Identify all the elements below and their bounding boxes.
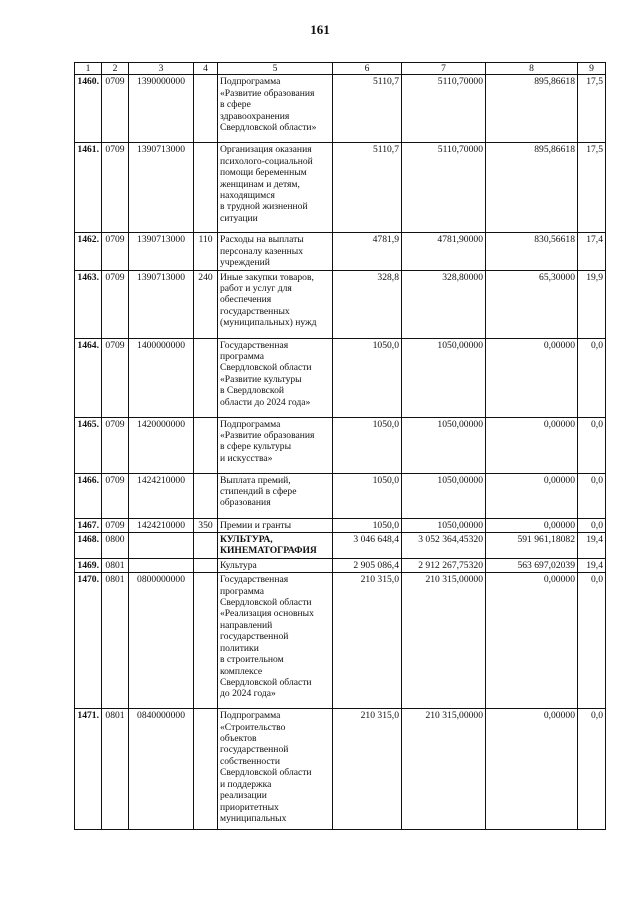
item-name: Подпрограмма «Развитие образования в сфере здравоохранения Свердловской области»: [218, 75, 333, 143]
target-code: 1390000000: [129, 75, 194, 143]
planned-amount: 4781,9: [333, 233, 402, 270]
section-code: 0801: [102, 709, 129, 830]
execution-percent: 17,5: [578, 143, 606, 233]
table-row: [75, 518, 606, 532]
section-code: 0709: [102, 270, 129, 338]
expense-type: [194, 338, 218, 417]
execution-percent: 0,0: [578, 709, 606, 830]
section-code: 0709: [102, 518, 129, 532]
column-header: 9: [578, 63, 606, 75]
table-row: [75, 338, 606, 417]
budget-amount: 210 315,00000: [402, 573, 486, 709]
expense-type: [194, 573, 218, 709]
table-row: [75, 709, 606, 830]
expense-type: [194, 558, 218, 572]
target-code: [129, 558, 194, 572]
column-header: 8: [486, 63, 578, 75]
section-code: 0801: [102, 573, 129, 709]
execution-percent: 17,4: [578, 233, 606, 270]
target-code: 1424210000: [129, 518, 194, 532]
budget-amount: 328,80000: [402, 270, 486, 338]
budget-amount: 210 315,00000: [402, 709, 486, 830]
item-name: Государственная программа Свердловской области «Развитие культуры в Свердловской области до 2024 года»: [218, 338, 333, 417]
section-code: 0800: [102, 533, 129, 559]
row-number: 1468.: [75, 533, 102, 559]
target-code: 1400000000: [129, 338, 194, 417]
budget-amount: 4781,90000: [402, 233, 486, 270]
execution-percent: 19,9: [578, 270, 606, 338]
execution-percent: 17,5: [578, 75, 606, 143]
planned-amount: 1050,0: [333, 417, 402, 473]
execution-percent: 19,4: [578, 558, 606, 572]
table-row: [75, 143, 606, 233]
column-header: 5: [218, 63, 333, 75]
section-code: 0709: [102, 338, 129, 417]
item-name: Иные закупки товаров, работ и услуг для обеспечения государственных (муниципальных) нужд: [218, 270, 333, 338]
execution-percent: 0,0: [578, 518, 606, 532]
row-number: 1464.: [75, 338, 102, 417]
executed-amount: 895,86618: [486, 75, 578, 143]
column-header: 1: [75, 63, 102, 75]
row-number: 1465.: [75, 417, 102, 473]
header-row: [75, 63, 606, 75]
table-row: [75, 75, 606, 143]
execution-percent: 0,0: [578, 338, 606, 417]
planned-amount: 328,8: [333, 270, 402, 338]
section-code: 0709: [102, 143, 129, 233]
row-number: 1466.: [75, 473, 102, 518]
item-name: Государственная программа Свердловской области «Реализация основных направлений государственной политики в строительном комплексе Свердловской области до 2024 года»: [218, 573, 333, 709]
item-name: Расходы на выплаты персоналу казенных учреждений: [218, 233, 333, 270]
column-header: 3: [129, 63, 194, 75]
executed-amount: 0,00000: [486, 518, 578, 532]
execution-percent: 19,4: [578, 533, 606, 559]
expense-type: 110: [194, 233, 218, 270]
expense-type: [194, 417, 218, 473]
target-code: 0840000000: [129, 709, 194, 830]
target-code: 1420000000: [129, 417, 194, 473]
item-name: Организация оказания психолого-социальной помощи беременным женщинам и детям, находящимся в трудной жизненной ситуации: [218, 143, 333, 233]
target-code: 1424210000: [129, 473, 194, 518]
execution-percent: 0,0: [578, 473, 606, 518]
budget-amount: 1050,00000: [402, 473, 486, 518]
table-row: [75, 573, 606, 709]
column-header: 6: [333, 63, 402, 75]
planned-amount: 2 905 086,4: [333, 558, 402, 572]
executed-amount: 65,30000: [486, 270, 578, 338]
table-row: [75, 417, 606, 473]
budget-amount: 2 912 267,75320: [402, 558, 486, 572]
execution-percent: 0,0: [578, 417, 606, 473]
budget-amount: 1050,00000: [402, 518, 486, 532]
planned-amount: 1050,0: [333, 338, 402, 417]
row-number: 1462.: [75, 233, 102, 270]
table-row: [75, 270, 606, 338]
row-number: 1463.: [75, 270, 102, 338]
expense-type: 350: [194, 518, 218, 532]
budget-amount: 1050,00000: [402, 417, 486, 473]
budget-amount: 5110,70000: [402, 75, 486, 143]
row-number: 1471.: [75, 709, 102, 830]
executed-amount: 591 961,18082: [486, 533, 578, 559]
column-header: 2: [102, 63, 129, 75]
item-name: Культура: [218, 558, 333, 572]
planned-amount: 1050,0: [333, 473, 402, 518]
table-row: [75, 473, 606, 518]
planned-amount: 3 046 648,4: [333, 533, 402, 559]
item-name: КУЛЬТУРА, КИНЕМАТОГРАФИЯ: [218, 533, 333, 559]
expense-type: [194, 75, 218, 143]
page-number: 161: [310, 22, 330, 37]
executed-amount: 830,56618: [486, 233, 578, 270]
expense-type: [194, 143, 218, 233]
item-name: Выплата премий, стипендий в сфере образования: [218, 473, 333, 518]
expense-type: 240: [194, 270, 218, 338]
table-row: [75, 533, 606, 559]
execution-percent: 0,0: [578, 573, 606, 709]
item-name: Подпрограмма «Развитие образования в сфере культуры и искусства»: [218, 417, 333, 473]
row-number: 1469.: [75, 558, 102, 572]
item-name: Подпрограмма «Строительство объектов государственной собственности Свердловской области и поддержка реализации приоритетных муниципальных: [218, 709, 333, 830]
section-code: 0709: [102, 473, 129, 518]
planned-amount: 5110,7: [333, 143, 402, 233]
item-name: Премии и гранты: [218, 518, 333, 532]
column-header: 4: [194, 63, 218, 75]
planned-amount: 1050,0: [333, 518, 402, 532]
planned-amount: 210 315,0: [333, 709, 402, 830]
row-number: 1461.: [75, 143, 102, 233]
target-code: 1390713000: [129, 143, 194, 233]
target-code: 1390713000: [129, 270, 194, 338]
executed-amount: 0,00000: [486, 417, 578, 473]
section-code: 0801: [102, 558, 129, 572]
expense-type: [194, 533, 218, 559]
executed-amount: 0,00000: [486, 338, 578, 417]
executed-amount: 0,00000: [486, 709, 578, 830]
budget-table: [74, 62, 606, 830]
section-code: 0709: [102, 75, 129, 143]
executed-amount: 563 697,02039: [486, 558, 578, 572]
executed-amount: 0,00000: [486, 573, 578, 709]
section-code: 0709: [102, 417, 129, 473]
executed-amount: 0,00000: [486, 473, 578, 518]
budget-amount: 5110,70000: [402, 143, 486, 233]
column-header: 7: [402, 63, 486, 75]
table-row: [75, 233, 606, 270]
target-code: 1390713000: [129, 233, 194, 270]
table-row: [75, 558, 606, 572]
planned-amount: 210 315,0: [333, 573, 402, 709]
target-code: 0800000000: [129, 573, 194, 709]
planned-amount: 5110,7: [333, 75, 402, 143]
expense-type: [194, 709, 218, 830]
budget-amount: 3 052 364,45320: [402, 533, 486, 559]
row-number: 1460.: [75, 75, 102, 143]
section-code: 0709: [102, 233, 129, 270]
target-code: [129, 533, 194, 559]
row-number: 1470.: [75, 573, 102, 709]
row-number: 1467.: [75, 518, 102, 532]
executed-amount: 895,86618: [486, 143, 578, 233]
budget-amount: 1050,00000: [402, 338, 486, 417]
expense-type: [194, 473, 218, 518]
